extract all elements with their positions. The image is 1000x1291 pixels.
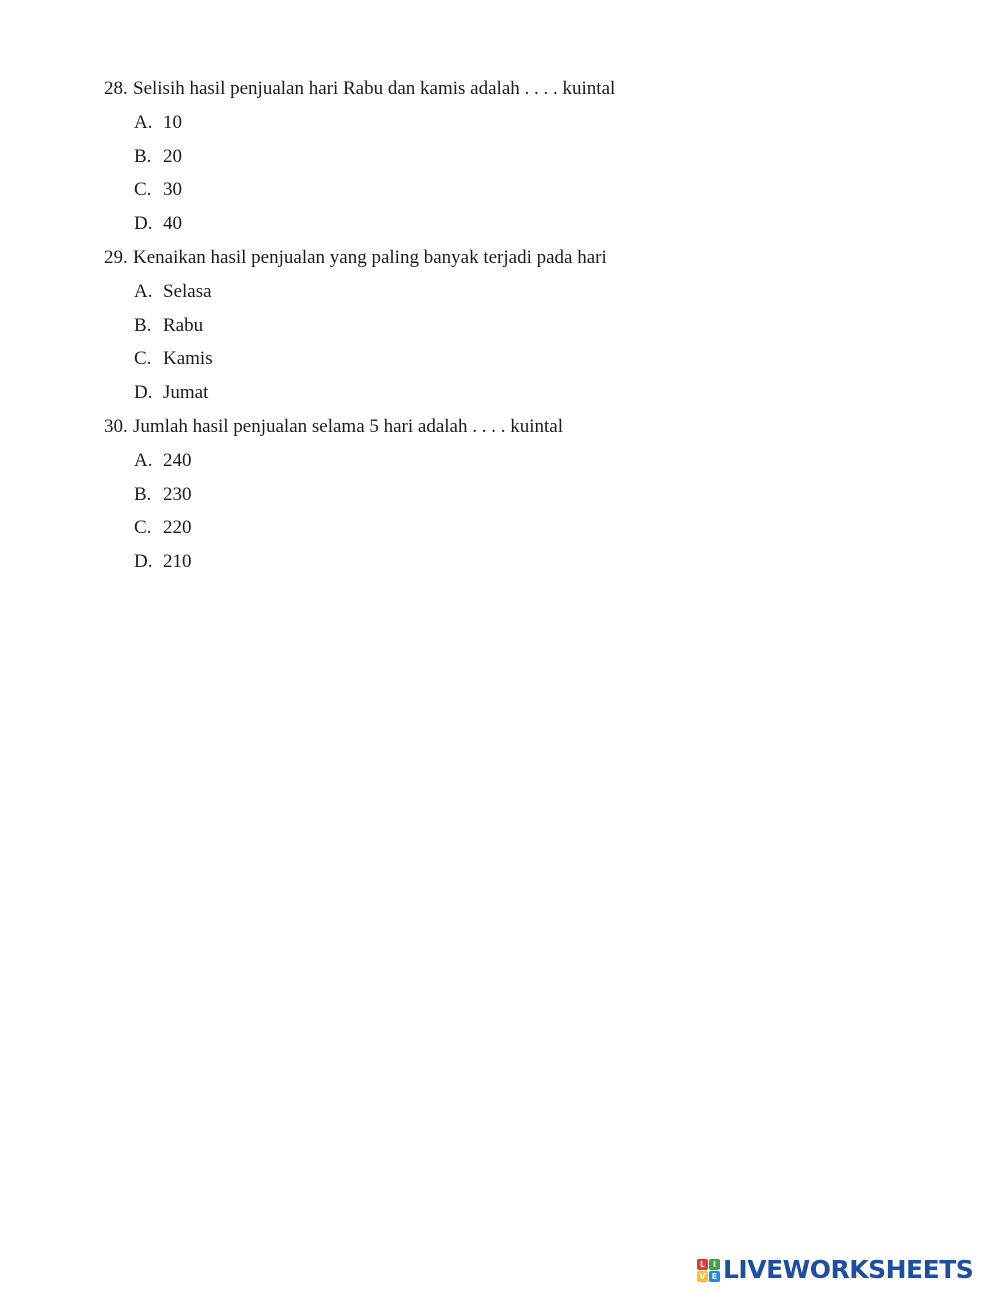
liveworksheets-logo [697, 1255, 973, 1285]
option-text: 230 [163, 483, 192, 505]
question-30 [104, 415, 964, 574]
question-text: Kenaikan hasil penjualan yang paling banyak terjadi pada hari [133, 246, 607, 268]
option-text: 210 [163, 551, 192, 573]
question-28 [104, 77, 964, 236]
answer-option-b[interactable] [104, 314, 964, 338]
option-text: 40 [163, 213, 182, 235]
question-number: 29. [104, 246, 128, 268]
option-letter: B. [134, 314, 152, 336]
option-letter: A. [134, 280, 153, 302]
option-letter: A. [134, 111, 153, 133]
logo-text: LIVEWORKSHEETS [723, 1255, 974, 1284]
question-stem [104, 77, 964, 101]
question-stem [104, 246, 964, 270]
answer-option-d[interactable] [104, 212, 964, 236]
logo-mark-cell: V [697, 1271, 708, 1282]
question-number: 30. [104, 415, 128, 437]
answer-option-b[interactable] [104, 145, 964, 169]
option-letter: B. [134, 483, 152, 505]
answer-option-b[interactable] [104, 483, 964, 507]
logo-mark-cell: E [709, 1271, 720, 1282]
logo-mark-cell: L [697, 1259, 708, 1270]
option-text: 30 [163, 179, 182, 201]
option-text: 220 [163, 517, 192, 539]
question-text: Jumlah hasil penjualan selama 5 hari adalah . . . . kuintal [133, 415, 564, 437]
option-letter: C. [134, 179, 152, 201]
answer-option-a[interactable] [104, 449, 964, 473]
option-letter: A. [134, 449, 153, 471]
answer-option-c[interactable] [104, 516, 964, 540]
option-text: Rabu [163, 314, 204, 336]
question-29 [104, 246, 964, 405]
option-text: 240 [163, 449, 192, 471]
option-letter: C. [134, 517, 152, 539]
answer-option-d[interactable] [104, 550, 964, 574]
option-text: Jumat [163, 382, 209, 404]
question-text: Selisih hasil penjualan hari Rabu dan kamis adalah . . . . kuintal [133, 78, 616, 99]
option-letter: C. [134, 348, 152, 370]
option-letter: D. [134, 551, 153, 573]
logo-mark-icon [697, 1259, 720, 1282]
answer-option-c[interactable] [104, 347, 964, 371]
answer-option-a[interactable] [104, 280, 964, 304]
answer-option-a[interactable] [104, 111, 964, 135]
option-letter: D. [134, 213, 153, 235]
logo-mark-cell: I [709, 1259, 720, 1270]
question-list [104, 77, 964, 584]
answer-option-c[interactable] [104, 178, 964, 202]
question-stem [104, 415, 964, 439]
option-letter: D. [134, 382, 153, 404]
option-text: 10 [163, 111, 182, 133]
question-number: 28. [104, 78, 128, 99]
answer-option-d[interactable] [104, 381, 964, 405]
option-letter: B. [134, 145, 152, 167]
option-text: Selasa [163, 280, 212, 302]
option-text: Kamis [163, 348, 213, 370]
option-text: 20 [163, 145, 182, 167]
